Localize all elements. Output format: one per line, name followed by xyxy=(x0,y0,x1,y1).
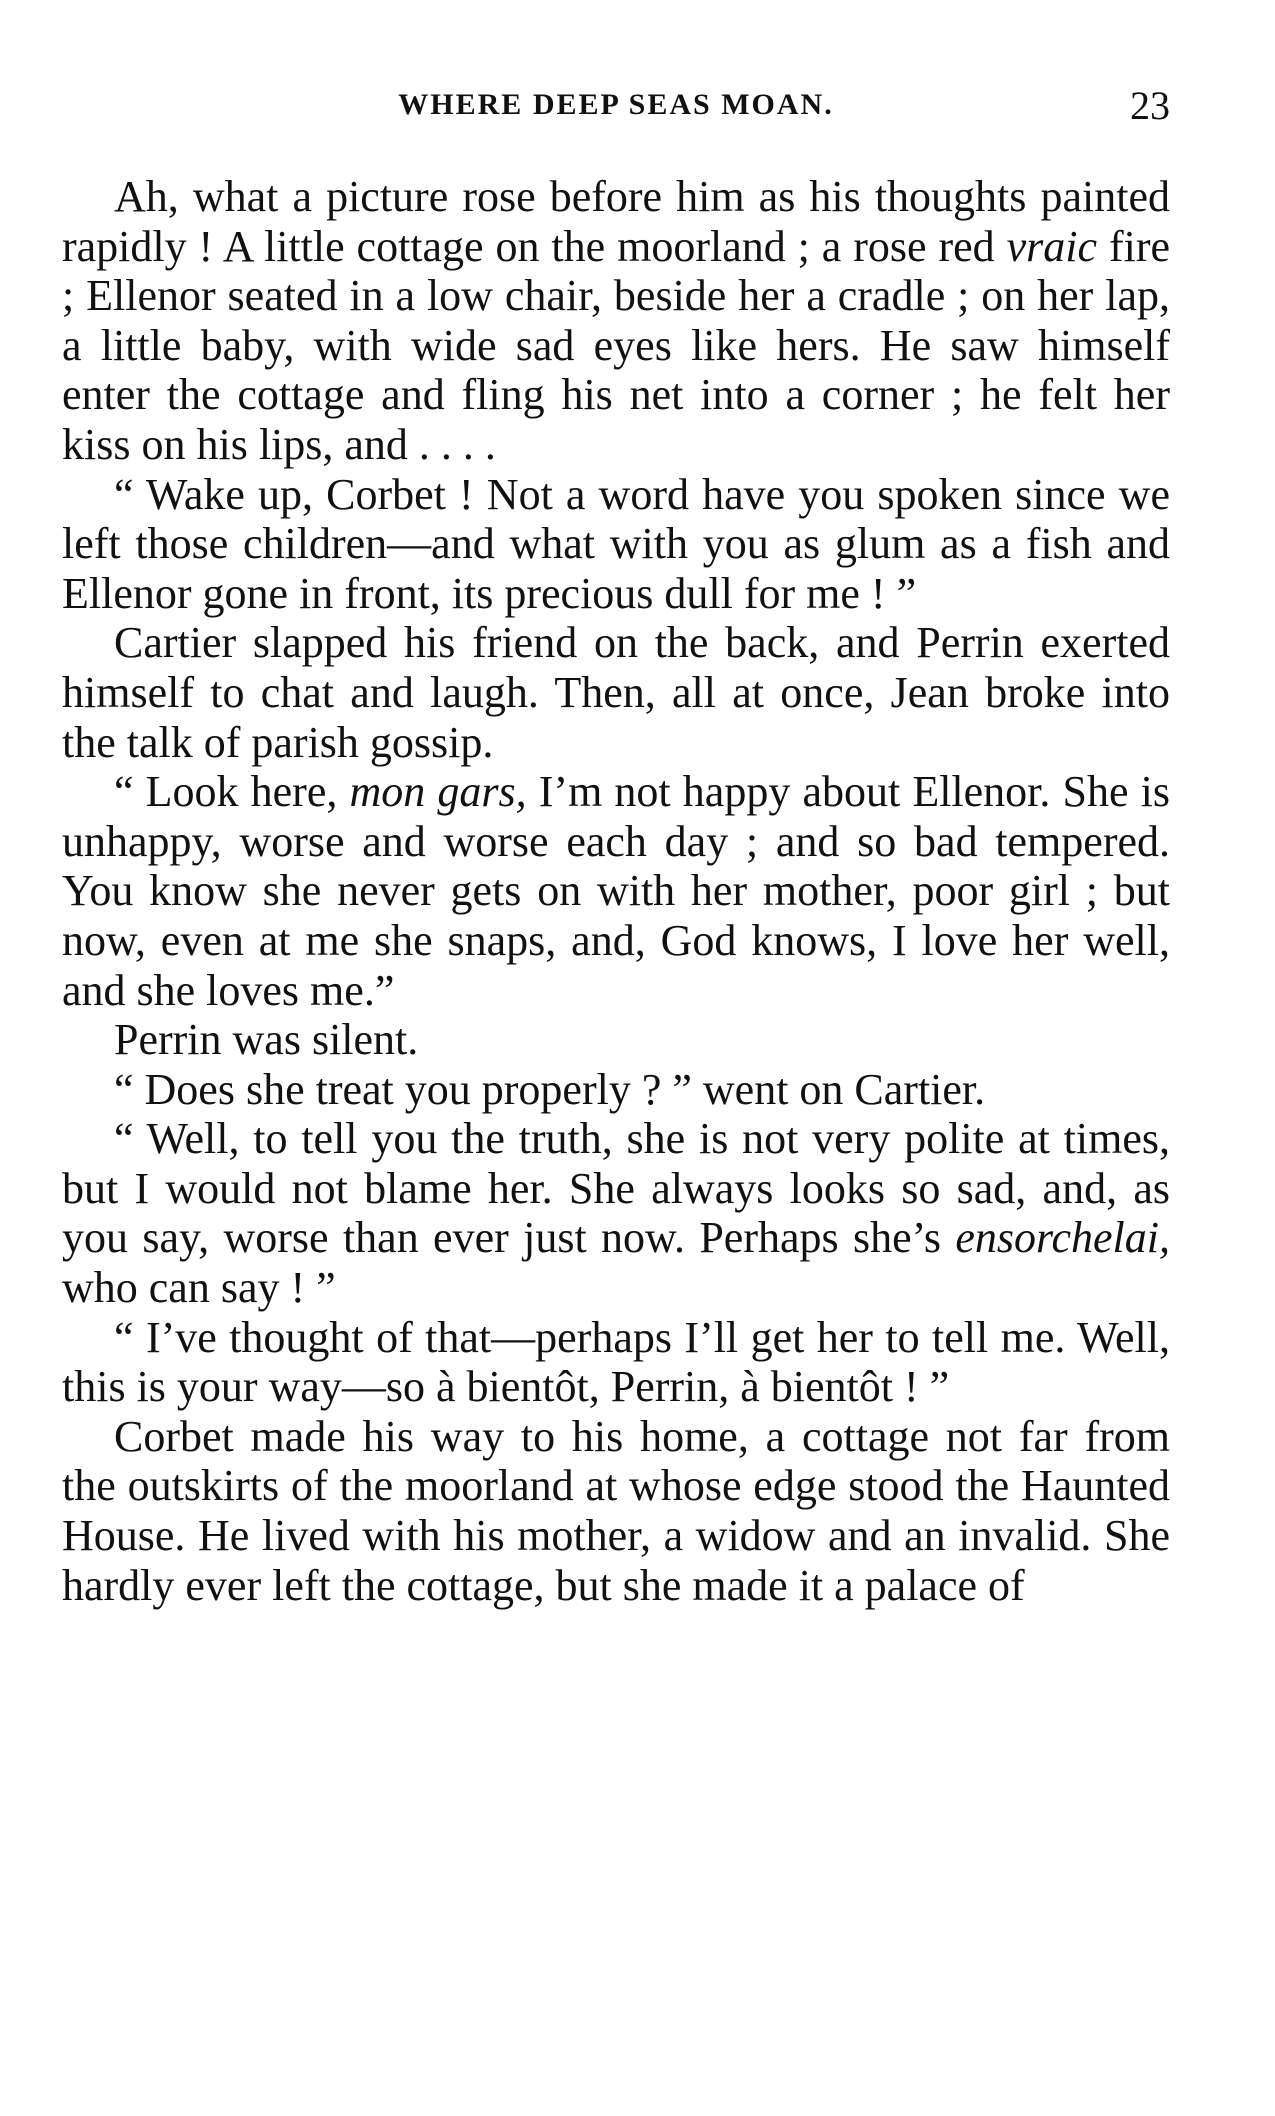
paragraph xyxy=(62,1015,1170,1065)
text-segment: Cartier slapped his friend on the back, and Perrin exerted himself to chat and laugh. Then, all at once, Jean broke into the talk of parish gossip. xyxy=(62,618,1170,767)
paragraph xyxy=(62,1065,1170,1115)
paragraph xyxy=(62,470,1170,619)
text-segment: Corbet made his way to his home, a cottage not far from the outskirts of the moorland at whose edge stood the Haunted House. He lived with his mother, a widow and an invalid. She hardly ever left the cottage, but she made it a palace of xyxy=(62,1411,1170,1610)
paragraph xyxy=(62,618,1170,767)
paragraph xyxy=(62,1412,1170,1610)
running-title: WHERE DEEP SEAS MOAN. xyxy=(398,88,834,121)
italic-text: mon gars, xyxy=(349,767,527,817)
italic-text: vraic xyxy=(1006,221,1098,271)
italic-text: ensorchelai, xyxy=(955,1213,1170,1263)
text-segment: “ Wake up, Corbet ! Not a word have you spoken since we left those children—and what with you as glum as a fish and Ellenor gone in front, its precious dull for me ! ” xyxy=(62,469,1170,618)
body-text xyxy=(62,172,1170,1610)
text-segment: “ Does she treat you properly ? ” went on Cartier. xyxy=(114,1064,986,1114)
text-segment: “ Well, to tell you the truth, she is not very polite at times, but I would not blame her. She always looks so sad, and, as you say, worse than ever just now. Perhaps she’s xyxy=(62,1114,1170,1263)
paragraph xyxy=(62,1114,1170,1312)
text-segment: fire ; Ellenor seated in a low chair, beside her a cradle ; on her lap, a little baby, with wide sad eyes like hers. He saw himself enter the cottage and fling his net into a corner ; he felt her kiss on his lips, and . . . . xyxy=(62,221,1170,469)
text-segment: Perrin was silent. xyxy=(114,1015,419,1065)
text-segment: I’m not happy about Ellenor. She is unhappy, worse and worse each day ; and so bad tempered. You know she never gets on with her mother, poor girl ; but now, even at me she snaps, and, God knows, I love her well, and she loves me.” xyxy=(62,767,1170,1015)
page-header xyxy=(62,82,1170,132)
text-segment: Ah, what a picture rose before him as his thoughts painted rapidly ! A little cottage on the moorland ; a rose red xyxy=(62,172,1170,271)
text-segment: “ I’ve thought of that—perhaps I’ll get her to tell me. Well, this is your way—so à bientôt, Perrin, à bientôt ! ” xyxy=(62,1312,1170,1412)
text-segment: who can say ! ” xyxy=(62,1263,336,1313)
paragraph xyxy=(62,1313,1170,1412)
page-number: 23 xyxy=(1130,83,1170,128)
paragraph xyxy=(62,172,1170,470)
paragraph xyxy=(62,767,1170,1015)
text-segment: “ Look here, xyxy=(114,767,350,817)
